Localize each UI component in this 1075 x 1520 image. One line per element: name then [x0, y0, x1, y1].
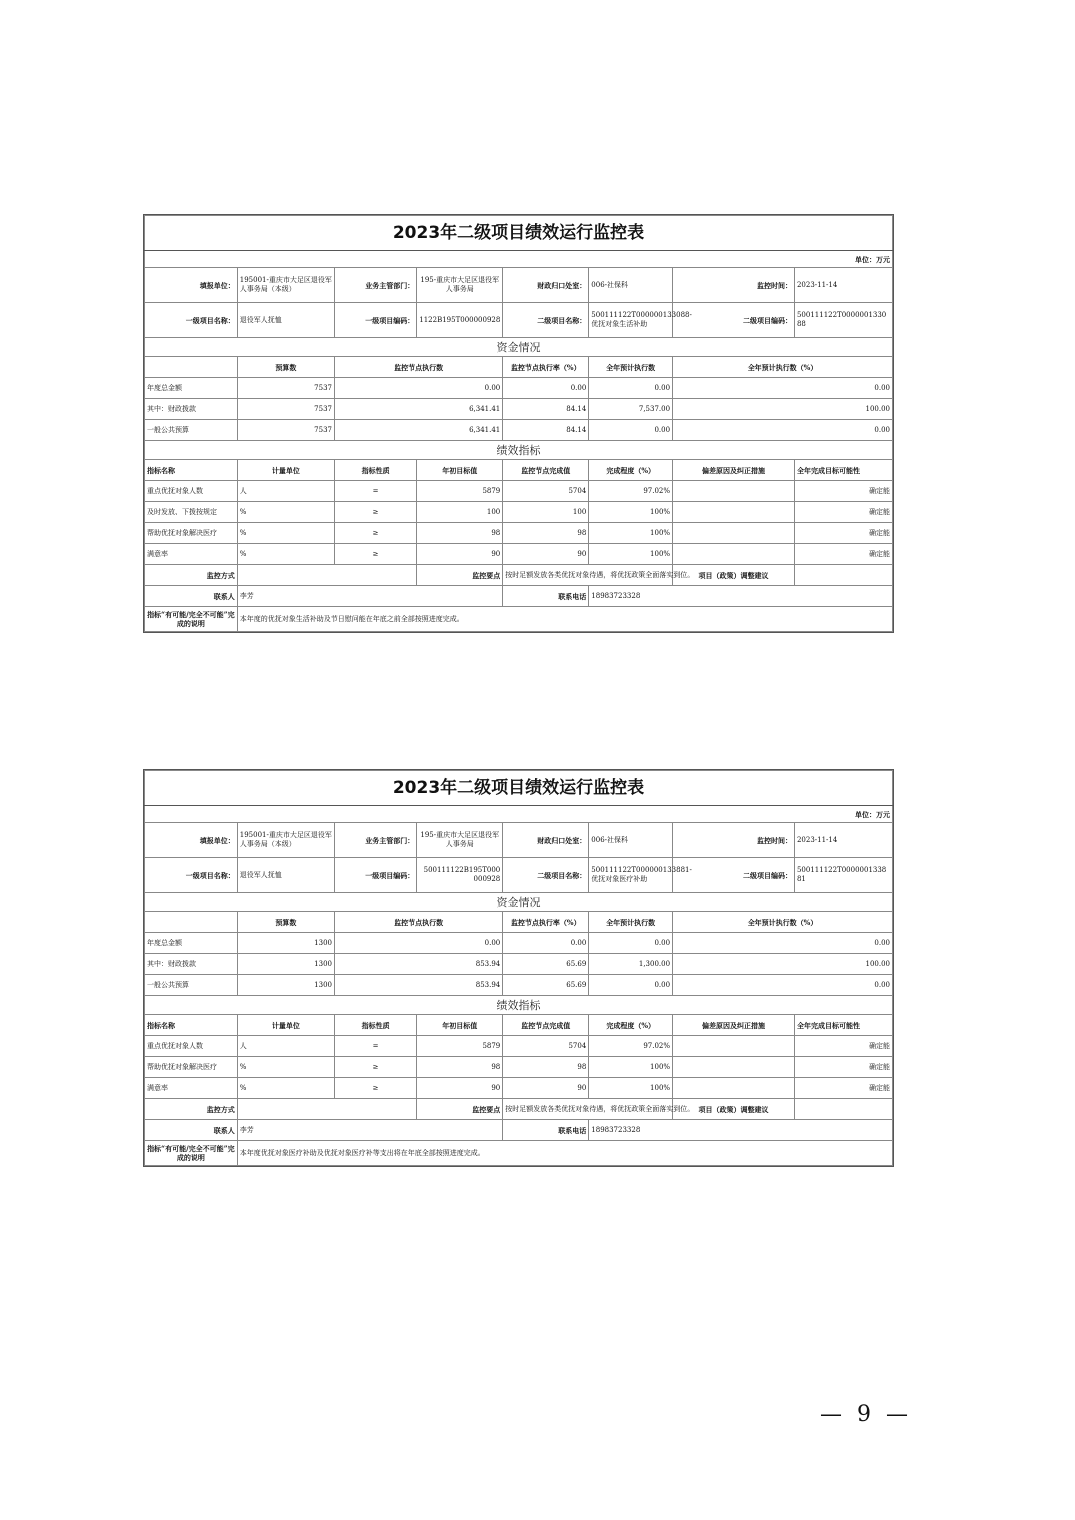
perf-section-heading: 绩效指标	[145, 996, 893, 1015]
monitor-table-1	[143, 214, 894, 633]
funds-cell: 一般公共预算	[145, 975, 238, 996]
indicator-cell: ≥	[334, 544, 416, 565]
project2-code-value: 500111122T000000133881	[794, 858, 892, 893]
indicator-cell: 重点优抚对象人数	[145, 481, 238, 502]
indicator-row	[145, 544, 893, 565]
indicator-cell	[673, 502, 795, 523]
funds-cell: 其中：财政拨款	[145, 954, 238, 975]
funds-cell: 7537	[237, 420, 334, 441]
contact-label: 联系人	[145, 1120, 238, 1141]
indicator-cell: 100%	[589, 502, 673, 523]
project1-code-label: 一级项目编码：	[334, 858, 416, 893]
indicator-cell: 确定能	[794, 481, 892, 502]
funds-cell: 0.00	[334, 378, 502, 399]
indicator-col-header: 指标名称	[145, 1015, 238, 1036]
indicator-cell: %	[237, 1057, 334, 1078]
indicator-col-header: 全年完成目标可能性	[794, 1015, 892, 1036]
phone-label: 联系电话	[503, 1120, 589, 1141]
funds-col-header: 全年预计执行数（%）	[673, 357, 893, 378]
indicator-cell: 98	[417, 1057, 503, 1078]
indicator-cell: 97.02%	[589, 1036, 673, 1057]
project2-name-label: 二级项目名称：	[503, 303, 589, 338]
funds-cell: 100.00	[673, 399, 893, 420]
funds-col-header: 监控节点执行率（%）	[503, 912, 589, 933]
contact-label: 联系人	[145, 586, 238, 607]
funds-col-header	[145, 357, 238, 378]
finance-label: 财政归口处室：	[503, 823, 589, 858]
funds-cell: 853.94	[334, 954, 502, 975]
indicator-cell: %	[237, 523, 334, 544]
funds-cell: 100.00	[673, 954, 893, 975]
funds-col-header: 监控节点执行数	[334, 357, 502, 378]
fill-unit-label: 填报单位：	[145, 823, 238, 858]
indicator-cell: 100%	[589, 544, 673, 565]
indicator-col-header: 指标名称	[145, 460, 238, 481]
perf-section-heading: 绩效指标	[145, 441, 893, 460]
indicator-col-header: 年初目标值	[417, 460, 503, 481]
indicator-col-header: 完成程度（%）	[589, 460, 673, 481]
funds-cell: 1300	[237, 975, 334, 996]
key-points-label: 监控要点	[417, 1099, 503, 1120]
project2-name-value: 500111122T000000133881-优抚对象医疗补助	[589, 858, 673, 893]
funds-cell: 0.00	[673, 975, 893, 996]
indicator-col-header: 偏差原因及纠正措施	[673, 1015, 795, 1036]
funds-cell: 0.00	[503, 933, 589, 954]
indicator-cell: 确定能	[794, 544, 892, 565]
project1-name-label: 一级项目名称：	[145, 303, 238, 338]
phone-value: 18983723328	[589, 586, 893, 607]
funds-cell: 0.00	[503, 378, 589, 399]
funds-cell: 65.69	[503, 954, 589, 975]
funds-row	[145, 378, 893, 399]
unit-label: 单位：万元	[145, 251, 893, 268]
funds-row	[145, 975, 893, 996]
project1-name-label: 一级项目名称：	[145, 858, 238, 893]
funds-cell: 6,341.41	[334, 420, 502, 441]
indicator-row	[145, 1036, 893, 1057]
indicator-cell: 100%	[589, 1057, 673, 1078]
indicator-cell: 帮助优抚对象解决医疗	[145, 523, 238, 544]
indicator-cell: =	[334, 1036, 416, 1057]
explain-label: 指标“有可能/完全不可能”完成的说明	[145, 1141, 238, 1166]
indicator-cell: 90	[503, 544, 589, 565]
funds-row	[145, 954, 893, 975]
funds-cell: 84.14	[503, 399, 589, 420]
indicator-cell: 帮助优抚对象解决医疗	[145, 1057, 238, 1078]
indicator-cell: 90	[417, 1078, 503, 1099]
funds-cell: 853.94	[334, 975, 502, 996]
fill-unit-value: 195001-重庆市大足区退役军人事务局（本级）	[237, 268, 334, 303]
funds-col-header: 全年预计执行数	[589, 357, 673, 378]
indicator-cell: 5879	[417, 481, 503, 502]
method-label: 监控方式	[145, 1099, 238, 1120]
contact-value: 李芳	[237, 1120, 503, 1141]
monitor-time-value: 2023-11-14	[794, 268, 892, 303]
phone-value: 18983723328	[589, 1120, 893, 1141]
funds-cell: 0.00	[673, 420, 893, 441]
explain-value: 本年度的优抚对象生活补助及节日慰问能在年底之前全部按照进度完成。	[237, 607, 892, 632]
indicator-cell: 98	[503, 1057, 589, 1078]
project2-code-label: 二级项目编码：	[673, 303, 795, 338]
indicator-cell: 确定能	[794, 1036, 892, 1057]
funds-cell: 年度总金额	[145, 378, 238, 399]
indicator-cell	[673, 1057, 795, 1078]
funds-cell: 0.00	[334, 933, 502, 954]
funds-cell: 0.00	[589, 378, 673, 399]
indicator-cell: ≥	[334, 1078, 416, 1099]
funds-col-header: 预算数	[237, 912, 334, 933]
indicator-cell	[673, 481, 795, 502]
funds-col-header: 全年预计执行数	[589, 912, 673, 933]
monitor-time-label: 监控时间：	[673, 268, 795, 303]
indicator-col-header: 计量单位	[237, 460, 334, 481]
indicator-cell	[673, 1036, 795, 1057]
indicator-cell: 重点优抚对象人数	[145, 1036, 238, 1057]
suggestion-label: 项目（政策）调整建议	[673, 1099, 795, 1120]
indicator-cell	[673, 523, 795, 544]
funds-row	[145, 933, 893, 954]
funds-cell: 7537	[237, 378, 334, 399]
project2-name-label: 二级项目名称：	[503, 858, 589, 893]
fill-unit-value: 195001-重庆市大足区退役军人事务局（本级）	[237, 823, 334, 858]
fill-unit-label: 填报单位：	[145, 268, 238, 303]
project1-name-value: 退役军人抚恤	[237, 303, 334, 338]
indicator-cell: 98	[503, 523, 589, 544]
indicator-cell: 98	[417, 523, 503, 544]
indicator-cell: 确定能	[794, 1078, 892, 1099]
funds-cell: 1,300.00	[589, 954, 673, 975]
indicator-cell	[673, 544, 795, 565]
funds-cell: 1300	[237, 933, 334, 954]
finance-label: 财政归口处室：	[503, 268, 589, 303]
indicator-cell: 人	[237, 481, 334, 502]
indicator-cell: =	[334, 481, 416, 502]
indicator-row	[145, 523, 893, 544]
funds-section-heading: 资金情况	[145, 893, 893, 912]
indicator-col-header: 完成程度（%）	[589, 1015, 673, 1036]
explain-label: 指标“有可能/完全不可能”完成的说明	[145, 607, 238, 632]
indicator-cell: ≥	[334, 523, 416, 544]
monitor-time-label: 监控时间：	[673, 823, 795, 858]
indicator-row	[145, 502, 893, 523]
indicator-cell: %	[237, 502, 334, 523]
project1-code-value: 1122B195T000000928	[417, 303, 503, 338]
indicator-cell: 满意率	[145, 1078, 238, 1099]
indicator-cell: 100	[503, 502, 589, 523]
indicator-cell: 人	[237, 1036, 334, 1057]
funds-section-heading: 资金情况	[145, 338, 893, 357]
funds-cell: 0.00	[589, 975, 673, 996]
finance-value: 006-社保科	[589, 268, 673, 303]
dept-label: 业务主管部门：	[334, 268, 416, 303]
indicator-cell: 确定能	[794, 523, 892, 544]
indicator-col-header: 计量单位	[237, 1015, 334, 1036]
project1-name-value: 退役军人抚恤	[237, 858, 334, 893]
funds-cell: 0.00	[673, 378, 893, 399]
indicator-cell: 满意率	[145, 544, 238, 565]
unit-label: 单位：万元	[145, 806, 893, 823]
funds-col-header	[145, 912, 238, 933]
indicator-cell: %	[237, 544, 334, 565]
funds-row	[145, 420, 893, 441]
indicator-cell: ≥	[334, 1057, 416, 1078]
indicator-col-header: 指标性质	[334, 1015, 416, 1036]
indicator-cell: 90	[503, 1078, 589, 1099]
indicator-cell: 及时发放、下拨按规定	[145, 502, 238, 523]
dept-label: 业务主管部门：	[334, 823, 416, 858]
funds-cell: 年度总金额	[145, 933, 238, 954]
dept-value: 195-重庆市大足区退役军人事务局	[417, 268, 503, 303]
funds-cell: 0.00	[589, 420, 673, 441]
indicator-cell: 5879	[417, 1036, 503, 1057]
project2-code-label: 二级项目编码：	[673, 858, 795, 893]
indicator-cell: 5704	[503, 481, 589, 502]
indicator-cell: 确定能	[794, 1057, 892, 1078]
monitor-time-value: 2023-11-14	[794, 823, 892, 858]
finance-value: 006-社保科	[589, 823, 673, 858]
key-points-value: 按时足额发放各类优抚对象待遇，将优抚政策全面落实到位。	[503, 1099, 673, 1120]
indicator-row	[145, 1078, 893, 1099]
key-points-value: 按时足额发放各类优抚对象待遇，将优抚政策全面落实到位。	[503, 565, 673, 586]
indicator-cell: %	[237, 1078, 334, 1099]
key-points-label: 监控要点	[417, 565, 503, 586]
contact-value: 李芳	[237, 586, 503, 607]
indicator-col-header: 全年完成目标可能性	[794, 460, 892, 481]
indicator-cell: 5704	[503, 1036, 589, 1057]
funds-row	[145, 399, 893, 420]
indicator-cell: 100%	[589, 1078, 673, 1099]
funds-col-header: 监控节点执行数	[334, 912, 502, 933]
indicator-row	[145, 1057, 893, 1078]
page-number: — 9 —	[820, 1402, 912, 1427]
project1-code-value: 500111122B195T000000928	[417, 858, 503, 893]
funds-cell: 1300	[237, 954, 334, 975]
funds-cell: 0.00	[589, 933, 673, 954]
project2-code-value: 500111122T000000133088	[794, 303, 892, 338]
funds-cell: 7537	[237, 399, 334, 420]
explain-value: 本年度优抚对象医疗补助及优抚对象医疗补等支出将在年底全部按照进度完成。	[237, 1141, 892, 1166]
funds-col-header: 预算数	[237, 357, 334, 378]
funds-col-header: 全年预计执行数（%）	[673, 912, 893, 933]
suggestion-label: 项目（政策）调整建议	[673, 565, 795, 586]
funds-cell: 84.14	[503, 420, 589, 441]
funds-cell: 0.00	[673, 933, 893, 954]
funds-cell: 6,341.41	[334, 399, 502, 420]
table-title: 2023年二级项目绩效运行监控表	[145, 216, 893, 251]
indicator-cell: 100%	[589, 523, 673, 544]
funds-cell: 65.69	[503, 975, 589, 996]
indicator-cell	[673, 1078, 795, 1099]
method-label: 监控方式	[145, 565, 238, 586]
funds-col-header: 监控节点执行率（%）	[503, 357, 589, 378]
indicator-cell: ≥	[334, 502, 416, 523]
dept-value: 195-重庆市大足区退役军人事务局	[417, 823, 503, 858]
indicator-col-header: 指标性质	[334, 460, 416, 481]
phone-label: 联系电话	[503, 586, 589, 607]
project1-code-label: 一级项目编码：	[334, 303, 416, 338]
project2-name-value: 500111122T000000133088-优抚对象生活补助	[589, 303, 673, 338]
funds-cell: 一般公共预算	[145, 420, 238, 441]
indicator-cell: 97.02%	[589, 481, 673, 502]
table-title: 2023年二级项目绩效运行监控表	[145, 771, 893, 806]
indicator-col-header: 偏差原因及纠正措施	[673, 460, 795, 481]
indicator-row	[145, 481, 893, 502]
indicator-col-header: 年初目标值	[417, 1015, 503, 1036]
funds-cell: 7,537.00	[589, 399, 673, 420]
indicator-col-header: 监控节点完成值	[503, 460, 589, 481]
indicator-col-header: 监控节点完成值	[503, 1015, 589, 1036]
monitor-table-2	[143, 769, 894, 1167]
indicator-cell: 90	[417, 544, 503, 565]
indicator-cell: 确定能	[794, 502, 892, 523]
indicator-cell: 100	[417, 502, 503, 523]
funds-cell: 其中：财政拨款	[145, 399, 238, 420]
